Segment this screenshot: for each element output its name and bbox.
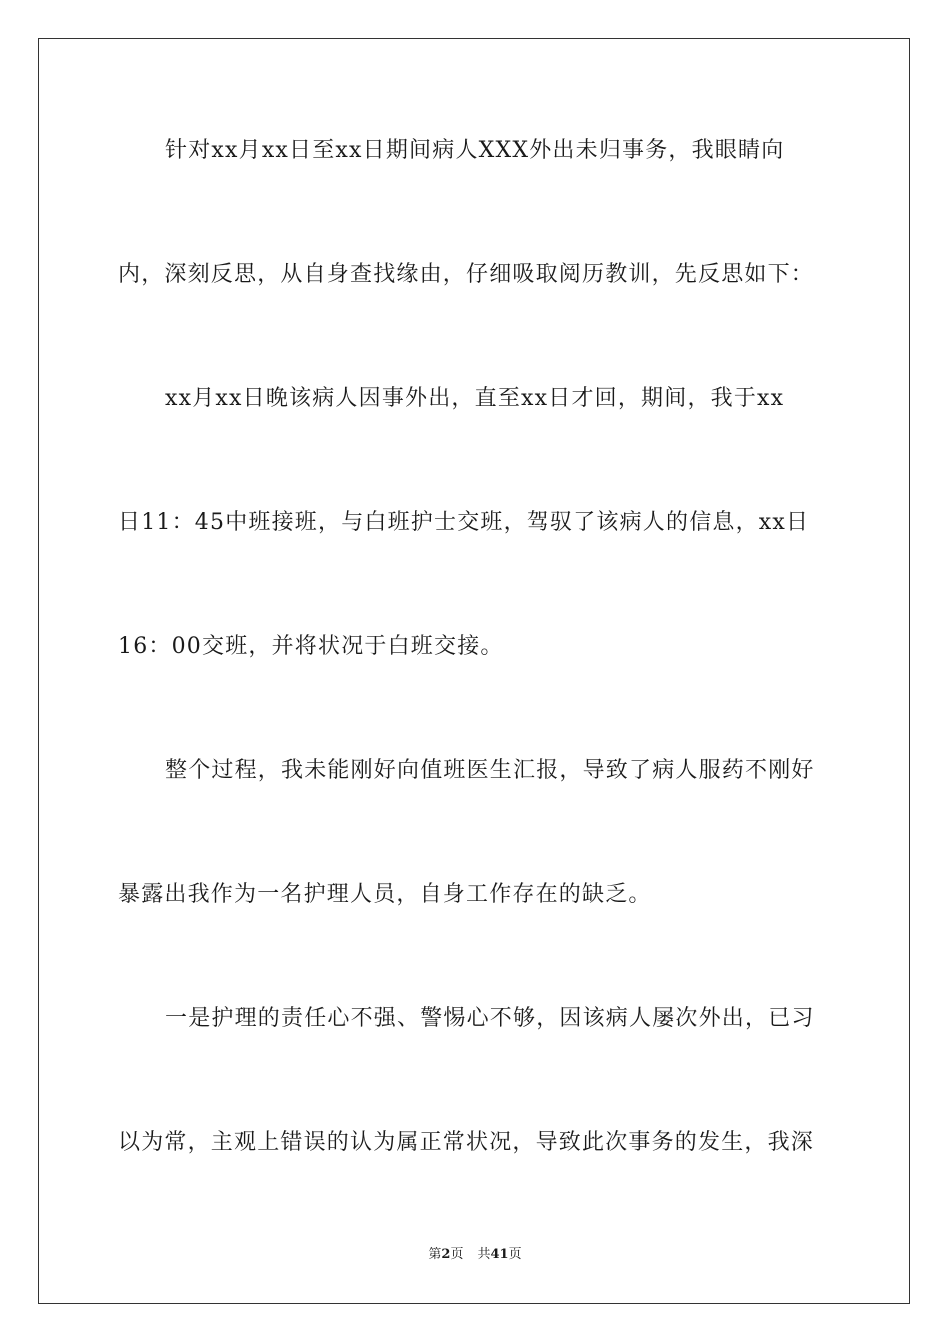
page-footer bbox=[0, 1246, 950, 1264]
paragraph-1-line-2: 内，深刻反思，从自身查找缘由，仔细吸取阅历教训，先反思如下： bbox=[118, 262, 815, 287]
paragraph-2-line-3: 16：00交班，并将状况于白班交接。 bbox=[118, 634, 504, 659]
page-prefix: 第 bbox=[428, 1247, 442, 1262]
total-suffix: 页 bbox=[508, 1247, 522, 1262]
page-border bbox=[38, 38, 910, 1304]
paragraph-2-line-2: 日11：45中班接班，与白班护士交班，驾驭了该病人的信息，xx日 bbox=[118, 510, 810, 535]
paragraph-1-line-1: 针对xx月xx日至xx日期间病人XXX外出未归事务，我眼睛向 bbox=[165, 138, 785, 163]
page-suffix: 页 bbox=[450, 1247, 464, 1262]
paragraph-4-line-1: 一是护理的责任心不强、警惕心不够，因该病人屡次外出，已习 bbox=[165, 1006, 815, 1031]
paragraph-3-line-1: 整个过程，我未能刚好向值班医生汇报，导致了病人服药不刚好 bbox=[165, 758, 815, 783]
paragraph-3-line-2: 暴露出我作为一名护理人员，自身工作存在的缺乏。 bbox=[118, 882, 652, 907]
current-page-number: 2 bbox=[441, 1247, 451, 1262]
paragraph-2-line-1: xx月xx日晚该病人因事外出，直至xx日才回，期间，我于xx bbox=[165, 386, 785, 411]
total-page-count: 41 bbox=[490, 1247, 509, 1262]
total-prefix: 共 bbox=[477, 1247, 491, 1262]
paragraph-4-line-2: 以为常，主观上错误的认为属正常状况，导致此次事务的发生，我深 bbox=[118, 1130, 815, 1155]
